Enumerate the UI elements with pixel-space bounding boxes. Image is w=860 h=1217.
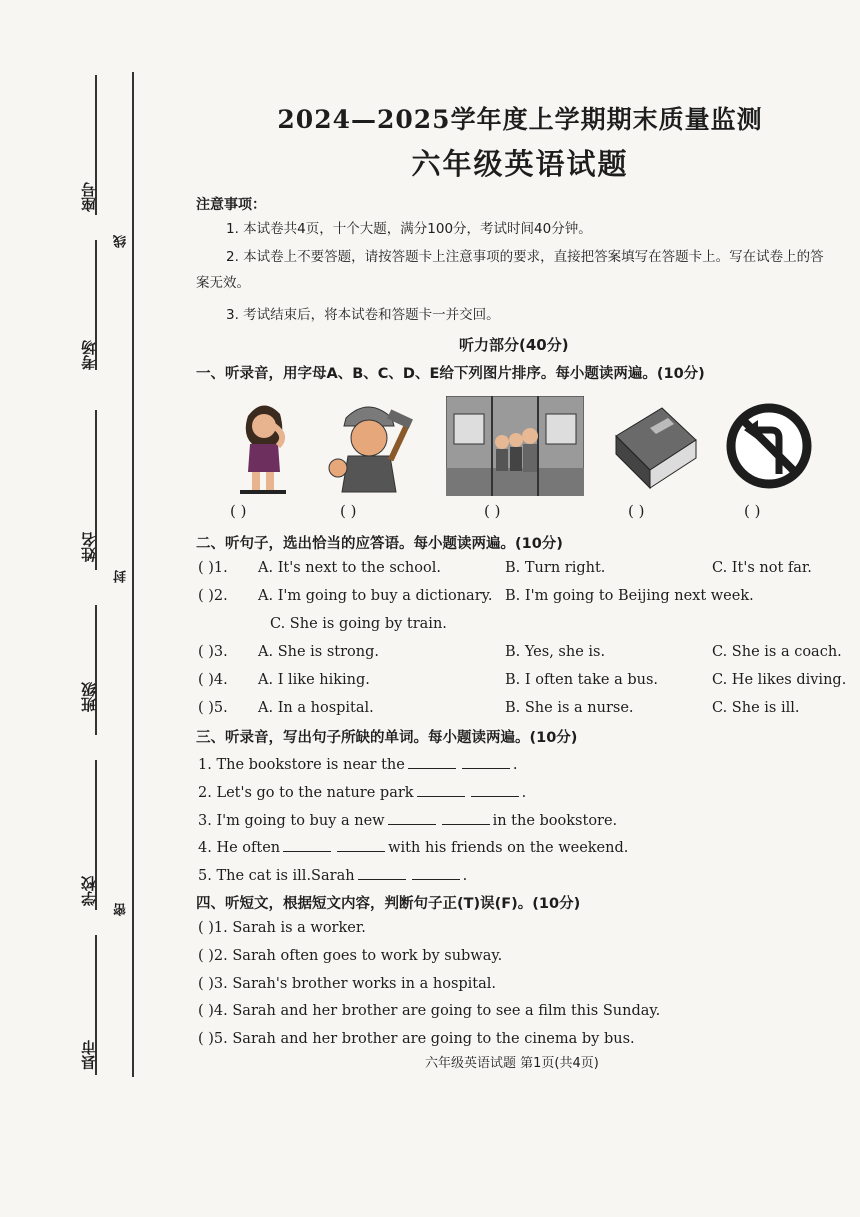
children-on-subway-icon bbox=[446, 396, 584, 496]
room-label: 考场 bbox=[80, 340, 98, 370]
school-label: 学校 bbox=[80, 876, 98, 906]
seal-char-seal: 封 bbox=[114, 570, 129, 583]
picture-2-answer-blank[interactable]: ( ) bbox=[340, 502, 357, 520]
county-label: 县市 bbox=[80, 1040, 98, 1070]
q2-5-option-c: C. She is ill. bbox=[712, 700, 800, 716]
class-field-line bbox=[95, 605, 97, 735]
picture-4-answer-blank[interactable]: ( ) bbox=[628, 502, 645, 520]
fill-blank[interactable] bbox=[388, 810, 436, 825]
class-label: 班级 bbox=[80, 682, 98, 712]
binding-strip bbox=[0, 0, 140, 1100]
q2-1-number[interactable]: ( )1. bbox=[198, 560, 228, 576]
dictionary-book-icon bbox=[610, 396, 700, 496]
q2-4-option-b: B. I often take a bus. bbox=[505, 672, 659, 688]
seat-label: 座号 bbox=[80, 182, 98, 212]
fill-item-2: 2. Let's go to the nature park . bbox=[198, 782, 526, 801]
q2-2-number[interactable]: ( )2. bbox=[198, 588, 228, 604]
q2-3-number[interactable]: ( )3. bbox=[198, 644, 228, 660]
exam-title: 2024—2025学年度上学期期末质量监测 bbox=[277, 105, 763, 134]
q2-3-option-c: C. She is a coach. bbox=[712, 644, 842, 660]
notice-item-3: 3. 考试结束后，将本试卷和答题卡一并交回。 bbox=[226, 307, 500, 323]
page-footer: 六年级英语试题 第1页(共4页) bbox=[425, 1056, 599, 1071]
q2-3-option-b: B. Yes, she is. bbox=[505, 644, 606, 660]
fill-blank[interactable] bbox=[471, 782, 519, 797]
fill-blank[interactable] bbox=[283, 837, 331, 852]
fill-blank[interactable] bbox=[412, 865, 460, 880]
picture-5-answer-blank[interactable]: ( ) bbox=[744, 502, 761, 520]
tf-item-3[interactable]: ( )3. Sarah's brother works in a hospital. bbox=[198, 976, 497, 992]
fill-blank[interactable] bbox=[442, 810, 490, 825]
seal-char-secret: 密 bbox=[114, 903, 129, 916]
seal-char-line: 线 bbox=[114, 235, 129, 248]
exam-subtitle: 六年级英语试题 bbox=[411, 147, 629, 181]
q2-5-option-a: A. In a hospital. bbox=[258, 700, 374, 716]
binding-line bbox=[132, 72, 134, 1077]
q2-1-option-a: A. It's next to the school. bbox=[258, 560, 441, 576]
q2-5-number[interactable]: ( )5. bbox=[198, 700, 228, 716]
fill-blank[interactable] bbox=[417, 782, 465, 797]
q2-2-option-c: C. She is going by train. bbox=[270, 616, 447, 632]
q2-4-option-a: A. I like hiking. bbox=[258, 672, 370, 688]
no-left-turn-sign-icon bbox=[724, 396, 814, 496]
notice-item-2: 2. 本试卷上不要答题，请按答题卡上注意事项的要求，直接把答案填写在答题卡上。写在试卷上的答案无效。 bbox=[196, 249, 824, 291]
q2-1-option-b: B. Turn right. bbox=[505, 560, 606, 576]
fill-blank[interactable] bbox=[358, 865, 406, 880]
tf-item-4[interactable]: ( )4. Sarah and her brother are going to see a film this Sunday. bbox=[198, 1003, 661, 1019]
q2-2-option-a: A. I'm going to buy a dictionary. bbox=[258, 588, 493, 604]
fill-item-4: 4. He often with his friends on the weekend. bbox=[198, 837, 628, 856]
listening-heading: 听力部分(40分) bbox=[459, 336, 569, 354]
fill-blank[interactable] bbox=[337, 837, 385, 852]
notice-heading: 注意事项： bbox=[196, 197, 266, 213]
fill-item-5: 5. The cat is ill.Sarah . bbox=[198, 865, 467, 884]
section1-heading: 一、听录音，用字母A、B、C、D、E给下列图片排序。每小题读两遍。(10分) bbox=[196, 366, 705, 382]
name-label: 姓名 bbox=[80, 532, 98, 562]
q2-5-option-b: B. She is a nurse. bbox=[505, 700, 634, 716]
fill-item-3: 3. I'm going to buy a new in the bookstore. bbox=[198, 810, 617, 829]
fill-item-1: 1. The bookstore is near the . bbox=[198, 754, 517, 773]
q2-3-option-a: A. She is strong. bbox=[258, 644, 379, 660]
q2-1-option-c: C. It's not far. bbox=[712, 560, 812, 576]
fill-blank[interactable] bbox=[408, 754, 456, 769]
q2-4-number[interactable]: ( )4. bbox=[198, 672, 228, 688]
notice-item-1: 1. 本试卷共4页，十个大题，满分100分，考试时间40分钟。 bbox=[226, 221, 592, 237]
section2-heading: 二、听句子，选出恰当的应答语。每小题读两遍。(10分) bbox=[196, 536, 563, 552]
section3-heading: 三、听录音，写出句子所缺的单词。每小题读两遍。(10分) bbox=[196, 730, 578, 746]
tf-item-2[interactable]: ( )2. Sarah often goes to work by subway. bbox=[198, 948, 503, 964]
picture-1-answer-blank[interactable]: ( ) bbox=[230, 502, 247, 520]
q2-2-option-b: B. I'm going to Beijing next week. bbox=[505, 588, 754, 604]
fill-blank[interactable] bbox=[462, 754, 510, 769]
tf-item-5[interactable]: ( )5. Sarah and her brother are going to the cinema by bus. bbox=[198, 1031, 635, 1047]
picture-3-answer-blank[interactable]: ( ) bbox=[484, 502, 501, 520]
worker-with-hammer-icon bbox=[318, 396, 422, 496]
section4-heading: 四、听短文，根据短文内容，判断句子正(T)误(F)。(10分) bbox=[196, 896, 581, 912]
sick-girl-icon bbox=[228, 396, 298, 496]
tf-item-1[interactable]: ( )1. Sarah is a worker. bbox=[198, 920, 366, 936]
q2-4-option-c: C. He likes diving. bbox=[712, 672, 847, 688]
